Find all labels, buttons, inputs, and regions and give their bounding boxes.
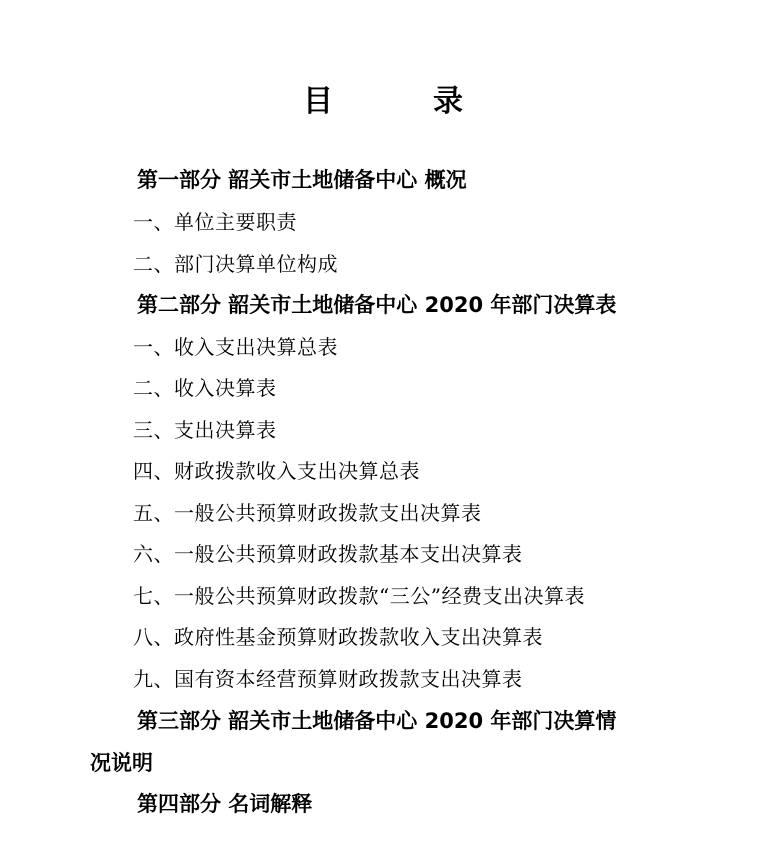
toc-item-2-2[interactable]: 二、收入决算表	[133, 376, 277, 400]
toc-part-3-line-1[interactable]: 第三部分 韶关市土地储备中心 2020 年部门决算情	[137, 709, 617, 733]
title-char-1: 目	[303, 84, 333, 119]
toc-item-2-9[interactable]: 九、国有资本经营预算财政拨款支出决算表	[133, 667, 523, 691]
toc-item-2-1[interactable]: 一、收入支出决算总表	[133, 335, 338, 359]
toc-part-4[interactable]: 第四部分 名词解释	[137, 792, 313, 816]
toc-item-2-8[interactable]: 八、政府性基金预算财政拨款收入支出决算表	[133, 625, 543, 649]
toc-item-2-5[interactable]: 五、一般公共预算财政拨款支出决算表	[133, 501, 482, 525]
toc-item-1-2[interactable]: 二、部门决算单位构成	[133, 252, 338, 276]
page-title	[0, 76, 766, 120]
toc-item-2-4[interactable]: 四、财政拨款收入支出决算总表	[133, 459, 420, 483]
toc-item-1-1[interactable]: 一、单位主要职责	[133, 210, 297, 234]
toc-part-3-line-2[interactable]: 况说明	[90, 751, 153, 775]
toc-part-2[interactable]: 第二部分 韶关市土地储备中心 2020 年部门决算表	[137, 293, 617, 317]
title-char-2: 录	[433, 84, 463, 119]
toc-item-2-7[interactable]: 七、一般公共预算财政拨款“三公”经费支出决算表	[133, 584, 585, 608]
toc-item-2-3[interactable]: 三、支出决算表	[133, 418, 277, 442]
toc-part-1[interactable]: 第一部分 韶关市土地储备中心 概况	[137, 168, 467, 192]
toc-item-2-6[interactable]: 六、一般公共预算财政拨款基本支出决算表	[133, 542, 523, 566]
